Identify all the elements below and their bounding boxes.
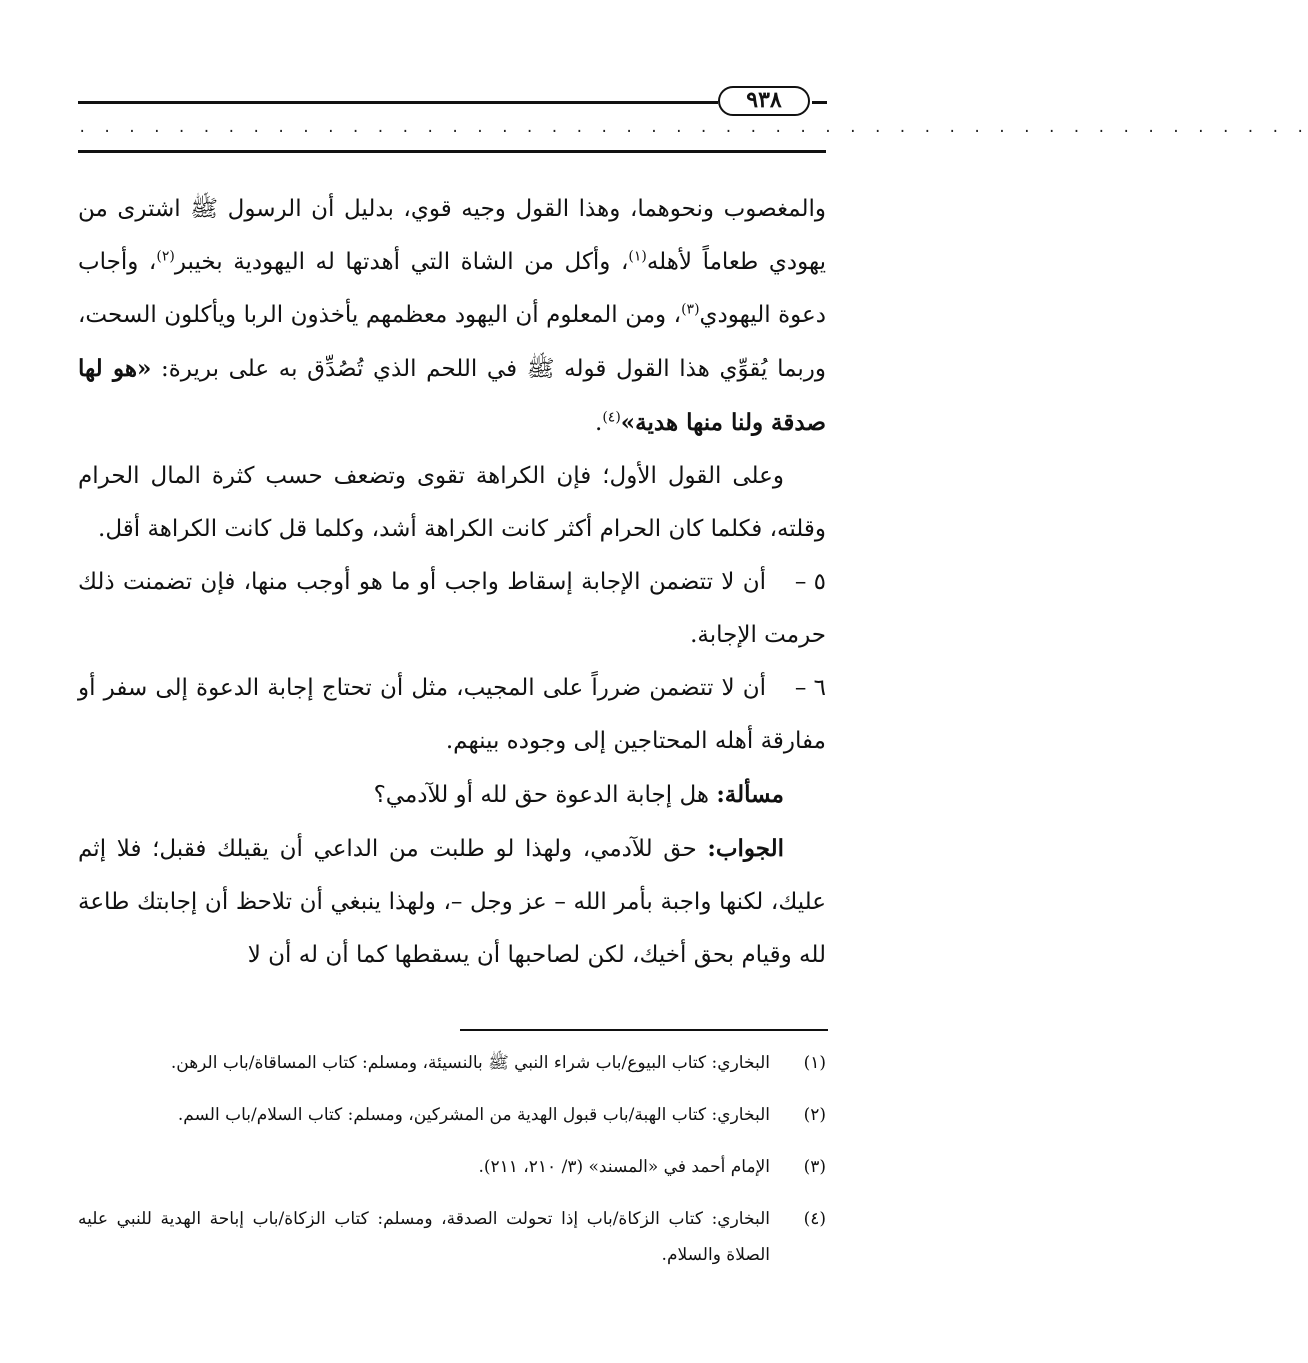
p1-text-d: ، ومن المعلوم أن اليهود معظمهم يأخذون الربا ويأكلون السحت، وربما يُقوِّي هذا القول قوله ﷺ في اللحم الذي تُصُدِّق به على بريرة:	[78, 302, 826, 382]
list-item-6	[78, 662, 826, 768]
footnote-ref-4[interactable]: (٤)	[602, 409, 621, 426]
p1-text-b: ، وأكل من الشاة التي أهدتها له اليهودية بخيبر	[174, 249, 629, 275]
header-rule-left	[78, 101, 718, 104]
main-text	[78, 183, 826, 982]
item-6-text: أن لا تتضمن ضرراً على المجيب، مثل أن تحتاج إجابة الدعوة إلى سفر أو مفارقة أهله المحتاجين إلى وجوده بينهم.	[78, 675, 826, 754]
question-label: مسألة:	[716, 781, 784, 808]
footnote-3	[78, 1149, 826, 1185]
p1-end: .	[595, 410, 603, 436]
page-number: ٩٣٨	[718, 86, 810, 116]
header-rule-right	[812, 101, 827, 104]
p1-text-c: ، وأجاب دعوة اليهودي	[78, 249, 826, 328]
item-5-text: أن لا تتضمن الإجابة إسقاط واجب أو ما هو أوجب منها، فإن تضمنت ذلك حرمت الإجابة.	[78, 569, 826, 648]
item-6-number: ٦ –	[794, 675, 826, 701]
paragraph-1	[78, 183, 826, 450]
answer	[78, 822, 826, 982]
footnote-mark: (٣)	[803, 1157, 826, 1177]
footnote-1	[78, 1045, 826, 1081]
footnote-separator	[460, 1029, 828, 1031]
footnote-text: البخاري: كتاب الزكاة/باب إذا تحولت الصدقة، ومسلم: كتاب الزكاة/باب إباحة الهدية للنبي عليه الصلاة والسلام.	[78, 1209, 770, 1265]
footnote-mark: (٤)	[803, 1209, 826, 1229]
question-text: هل إجابة الدعوة حق لله أو للآدمي؟	[373, 782, 717, 808]
header-dotted-line: . . . . . . . . . . . . . . . . . . . . . . . . . . . . . . . . . . . . . . . . . . . . . . . . . .	[78, 120, 1308, 136]
list-item-5	[78, 556, 826, 662]
page-header	[0, 0, 1308, 170]
footnote-ref-2[interactable]: (٢)	[156, 248, 175, 265]
p1-text: والمغصوب ونحوهما، وهذا القول وجيه قوي، بدليل أن الرسول ﷺ اشترى من يهودي طعاماً لأهله	[78, 196, 826, 275]
answer-text: حق للآدمي، ولهذا لو طلبت من الداعي أن يقيلك فقبل؛ فلا إثم عليك، لكنها واجبة بأمر الله – عز وجل –، ولهذا ينبغي أن تلاحظ أن إجابتك طاعة لله وقيام بحق أخيك، لكن لصاحبها أن يسقطها كما أن له أن لا	[78, 836, 826, 968]
hadith-quote: «هو لها صدقة ولنا منها هدية»	[78, 355, 826, 436]
footnote-text: البخاري: كتاب البيوع/باب شراء النبي ﷺ بالنسيئة، ومسلم: كتاب المساقاة/باب الرهن.	[170, 1053, 770, 1073]
footnote-text: البخاري: كتاب الهبة/باب قبول الهدية من المشركين، ومسلم: كتاب السلام/باب السم.	[177, 1105, 770, 1125]
header-rule-bottom	[78, 150, 826, 153]
paragraph-2: وعلى القول الأول؛ فإن الكراهة تقوى وتضعف حسب كثرة المال الحرام وقلته، فكلما كان الحرام أكثر كانت الكراهة أشد، وكلما قل كانت الكراهة أقل.	[78, 463, 826, 542]
footnote-ref-1[interactable]: (١)	[628, 248, 647, 265]
question	[78, 768, 826, 822]
item-5-number: ٥ –	[794, 569, 826, 595]
footnotes	[78, 1045, 826, 1289]
footnote-4	[78, 1201, 826, 1273]
footnote-text: الإمام أحمد في «المسند» (٣/ ٢١٠، ٢١١).	[478, 1157, 770, 1177]
footnote-ref-3[interactable]: (٣)	[681, 301, 700, 318]
footnote-mark: (٢)	[803, 1105, 826, 1125]
footnote-2	[78, 1097, 826, 1133]
footnote-mark: (١)	[803, 1053, 826, 1073]
answer-label: الجواب:	[707, 835, 784, 862]
